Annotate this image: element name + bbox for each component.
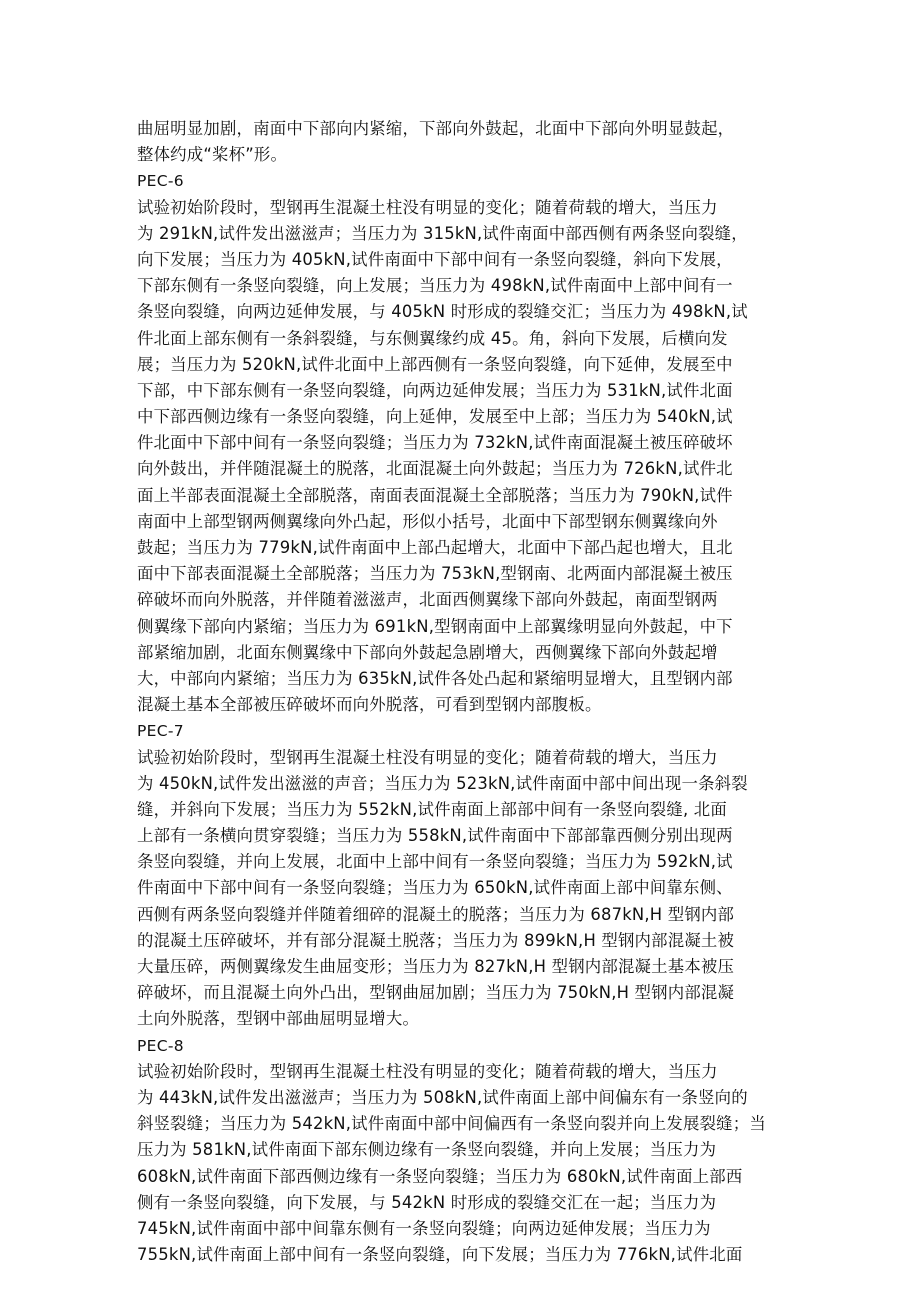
text-line: 件北面上部东侧有一条斜裂缝，与东侧翼缘约成 45。角，斜向下发展，后横向发 bbox=[137, 328, 728, 348]
text-line: 面上半部表面混凝土全部脱落，南面表面混凝土全部脱落；当压力为 790kN,试件 bbox=[137, 485, 733, 505]
text-line: 试验初始阶段时，型钢再生混凝土柱没有明显的变化；随着荷载的增大，当压力 bbox=[137, 747, 718, 767]
text-line: 碎破坏，而且混凝土向外凸出，型钢曲屈加剧；当压力为 750kN,H 型钢内部混凝 bbox=[137, 983, 735, 1003]
text-line: 下部，中下部东侧有一条竖向裂缝，向两边延伸发展；当压力为 531kN,试件北面 bbox=[137, 380, 733, 400]
text-line: 碎破坏而向外脱落，并伴随着滋滋声，北面西侧翼缘下部向外鼓起，南面型钢两 bbox=[137, 590, 718, 610]
document-body bbox=[137, 116, 817, 1268]
text-line: 斜竖裂缝；当压力为 542kN,试件南面中部中间偏西有一条竖向裂并向上发展裂缝；当 bbox=[137, 1114, 766, 1134]
text-line: 大，中部向内紧缩；当压力为 635kN,试件各处凸起和紧缩明显增大，且型钢内部 bbox=[137, 668, 733, 688]
text-line: 为 450kN,试件发出滋滋的声音；当压力为 523kN,试件南面中部中间出现一条斜裂 bbox=[137, 773, 748, 793]
section-heading-pec-7: PEC-7 bbox=[137, 722, 184, 741]
text-line: 745kN,试件南面中部中间靠东侧有一条竖向裂缝；向两边延伸发展；当压力为 bbox=[137, 1218, 711, 1238]
text-line: 向下发展；当压力为 405kN,试件南面中下部中间有一条竖向裂缝，斜向下发展， bbox=[137, 249, 733, 269]
text-line: 混凝土基本全部被压碎破坏而向外脱落，可看到型钢内部腹板。 bbox=[137, 695, 602, 715]
paragraph-pec-8-body bbox=[137, 1059, 817, 1269]
text-line: 缝，并斜向下发展；当压力为 552kN,试件南面上部部中间有一条竖向裂缝, 北面 bbox=[137, 799, 727, 819]
text-line: 试验初始阶段时，型钢再生混凝土柱没有明显的变化；随着荷载的增大，当压力 bbox=[137, 197, 718, 217]
text-line: 条竖向裂缝，并向上发展，北面中上部中间有一条竖向裂缝；当压力为 592kN,试 bbox=[137, 852, 733, 872]
text-line: 件北面中下部中间有一条竖向裂缝；当压力为 732kN,试件南面混凝土被压碎破坏 bbox=[137, 433, 733, 453]
text-line: 为 443kN,试件发出滋滋声；当压力为 508kN,试件南面上部中间偏东有一条竖向的 bbox=[137, 1087, 748, 1107]
text-line: 面中下部表面混凝土全部脱落；当压力为 753kN,型钢南、北两面内部混凝土被压 bbox=[137, 564, 733, 584]
text-line: 侧有一条竖向裂缝，向下发展，与 542kN 时形成的裂缝交汇在一起；当压力为 bbox=[137, 1192, 717, 1212]
text-line: 755kN,试件南面上部中间有一条竖向裂缝，向下发展；当压力为 776kN,试件北面 bbox=[137, 1245, 743, 1265]
paragraph-pec-6-body bbox=[137, 195, 817, 719]
text-line: 件南面中下部中间有一条竖向裂缝；当压力为 650kN,试件南面上部中间靠东侧、 bbox=[137, 878, 733, 898]
text-line: 的混凝土压碎破坏，并有部分混凝土脱落；当压力为 899kN,H 型钢内部混凝土被 bbox=[137, 930, 735, 950]
text-line: 条竖向裂缝，向两边延伸发展，与 405kN 时形成的裂缝交汇；当压力为 498kN,试 bbox=[137, 302, 748, 322]
text-line: 中下部西侧边缘有一条竖向裂缝，向上延伸，发展至中上部；当压力为 540kN,试 bbox=[137, 407, 733, 427]
text-line: 整体约成“桨杯”形。 bbox=[137, 145, 288, 165]
text-line: 侧翼缘下部向内紧缩；当压力为 691kN,型钢南面中上部翼缘明显向外鼓起，中下 bbox=[137, 616, 733, 636]
text-line: 土向外脱落，型钢中部曲屈明显增大。 bbox=[137, 1009, 420, 1029]
text-line: 试验初始阶段时，型钢再生混凝土柱没有明显的变化；随着荷载的增大，当压力 bbox=[137, 1061, 718, 1081]
text-line: 鼓起；当压力为 779kN,试件南面中上部凸起增大，北面中下部凸起也增大，且北 bbox=[137, 538, 733, 557]
text-line: 曲屈明显加剧，南面中下部向内紧缩，下部向外鼓起，北面中下部向外明显鼓起， bbox=[137, 119, 735, 138]
text-line: 南面中上部型钢两侧翼缘向外凸起，形似小括号，北面中下部型钢东侧翼缘向外 bbox=[137, 511, 718, 531]
text-line: 608kN,试件南面下部西侧边缘有一条竖向裂缝；当压力为 680kN,试件南面上部西 bbox=[137, 1166, 743, 1186]
section-heading-pec-6: PEC-6 bbox=[137, 172, 184, 191]
text-line: 下部东侧有一条竖向裂缝，向上发展；当压力为 498kN,试件南面中上部中间有一 bbox=[137, 276, 733, 296]
section-heading-pec-8: PEC-8 bbox=[137, 1036, 184, 1055]
text-line: 向外鼓出，并伴随混凝土的脱落，北面混凝土向外鼓起；当压力为 726kN,试件北 bbox=[137, 459, 733, 479]
text-line: 为 291kN,试件发出滋滋声；当压力为 315kN,试件南面中部西侧有两条竖向裂缝， bbox=[137, 223, 748, 243]
text-line: 部紧缩加剧，北面东侧翼缘中下部向外鼓起急剧增大，西侧翼缘下部向外鼓起增 bbox=[137, 642, 718, 662]
text-line: 上部有一条横向贯穿裂缝；当压力为 558kN,试件南面中下部部靠西侧分别出现两 bbox=[137, 826, 733, 846]
text-line: 展；当压力为 520kN,试件北面中上部西侧有一条竖向裂缝，向下延伸，发展至中 bbox=[137, 354, 733, 374]
paragraph-intro bbox=[137, 116, 817, 168]
paragraph-pec-7-body bbox=[137, 745, 817, 1033]
text-line: 大量压碎，两侧翼缘发生曲屈变形；当压力为 827kN,H 型钢内部混凝土基本被压 bbox=[137, 957, 735, 976]
text-line: 压力为 581kN,试件南面下部东侧边缘有一条竖向裂缝，并向上发展；当压力为 bbox=[137, 1140, 717, 1160]
text-line: 西侧有两条竖向裂缝并伴随着细碎的混凝土的脱落；当压力为 687kN,H 型钢内部 bbox=[137, 904, 735, 924]
